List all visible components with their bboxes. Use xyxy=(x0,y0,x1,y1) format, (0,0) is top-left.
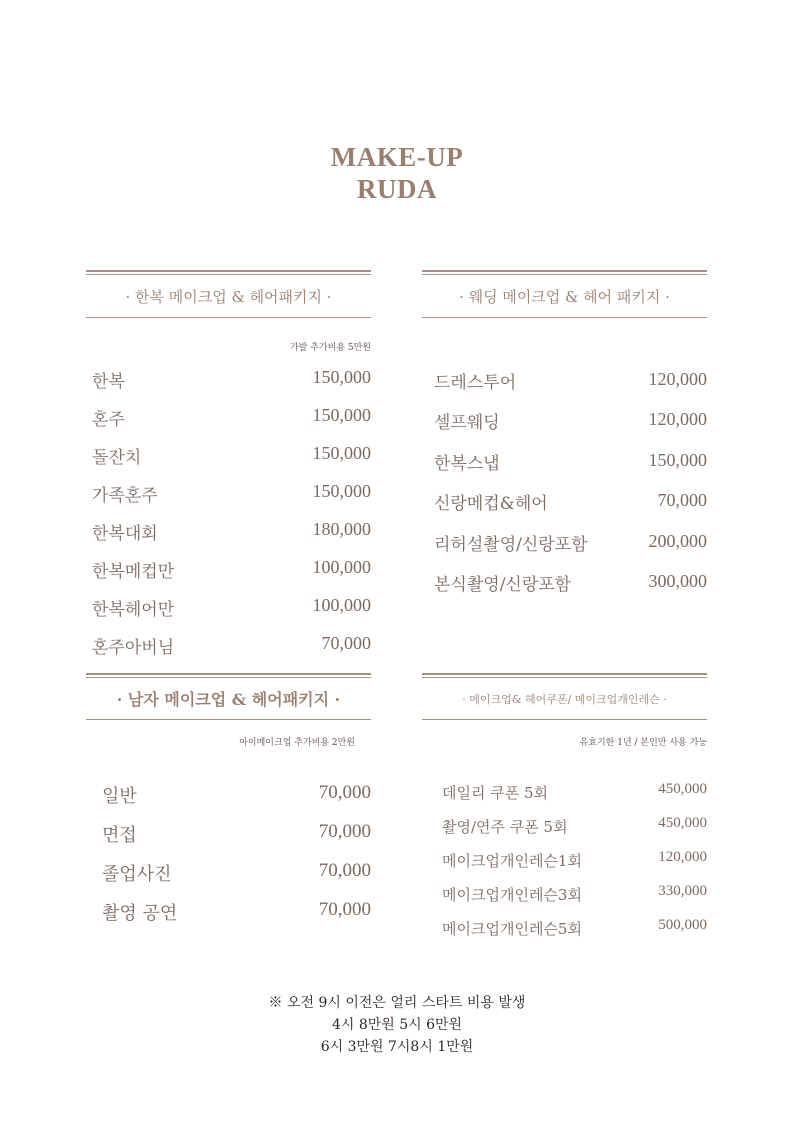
item-name: 한복 xyxy=(92,372,125,392)
item-name: 졸업사진 xyxy=(102,864,172,885)
early-start-notice: ※ 오전 9시 이전은 얼리 스타트 비용 발생 xyxy=(268,995,526,1011)
item-name: 메이크업개인레슨3회 xyxy=(442,886,582,904)
section-hanbok xyxy=(86,270,371,660)
item-name: 한복대회 xyxy=(92,524,158,544)
item-price: 180,000 xyxy=(312,519,371,539)
item-price: 70,000 xyxy=(657,490,707,510)
item-price: 70,000 xyxy=(318,821,371,842)
item-name: 드레스투어 xyxy=(434,373,517,393)
item-name: 일반 xyxy=(102,786,137,807)
item-price: 330,000 xyxy=(658,883,707,899)
item-price: 120,000 xyxy=(648,409,707,429)
section-top-rule xyxy=(86,673,371,678)
item-name: 돌잔치 xyxy=(92,448,142,468)
item-price: 100,000 xyxy=(312,557,371,577)
item-price: 150,000 xyxy=(312,443,371,463)
item-price: 450,000 xyxy=(658,815,707,831)
item-name: 혼주아버님 xyxy=(92,638,175,658)
item-price: 150,000 xyxy=(312,367,371,387)
section-top-rule xyxy=(422,270,707,275)
section-top-rule xyxy=(422,673,707,678)
section-note: 유효기한 1년 / 본인만 사용 가능 xyxy=(579,738,707,748)
section-bottom-rule xyxy=(422,317,707,318)
item-name: 본식촬영/신랑포함 xyxy=(434,575,572,595)
section-title: · 웨딩 메이크업 & 헤어 패키지 · xyxy=(459,288,670,306)
item-price: 70,000 xyxy=(321,633,371,653)
section-note: 가발 추가비용 5만원 xyxy=(289,343,371,353)
item-name: 가족혼주 xyxy=(92,486,158,506)
brand-title-line2: RUDA xyxy=(357,174,437,204)
section-top-rule xyxy=(86,270,371,275)
item-price: 100,000 xyxy=(312,595,371,615)
item-name: 한복메컵만 xyxy=(92,562,175,582)
item-price: 500,000 xyxy=(658,917,707,933)
item-name: 면접 xyxy=(102,825,137,846)
section-men xyxy=(86,673,371,933)
section-coupons-lessons xyxy=(422,673,707,953)
section-bottom-rule xyxy=(86,719,371,720)
item-name: 한복헤어만 xyxy=(92,600,175,620)
section-note: 아이메이크업 추가비용 2만원 xyxy=(239,738,355,748)
item-price: 450,000 xyxy=(658,781,707,797)
early-start-fee-line1: 4시 8만원 5시 6만원 xyxy=(331,1017,463,1033)
item-price: 150,000 xyxy=(648,450,707,470)
item-price: 120,000 xyxy=(658,849,707,865)
section-bottom-rule xyxy=(86,317,371,318)
section-title: · 메이크업& 헤어쿠폰/ 메이크업개인레슨 · xyxy=(462,693,667,706)
item-name: 리허설촬영/신랑포함 xyxy=(434,535,588,555)
item-name: 신랑메컵&헤어 xyxy=(434,494,548,514)
section-title: · 남자 메이크업 & 헤어패키지 · xyxy=(116,690,341,709)
item-price: 70,000 xyxy=(318,860,371,881)
section-bottom-rule xyxy=(422,719,707,720)
section-title: · 한복 메이크업 & 헤어패키지 · xyxy=(125,288,332,306)
item-price: 70,000 xyxy=(318,782,371,803)
item-name: 데일리 쿠폰 5회 xyxy=(442,784,549,802)
item-price: 300,000 xyxy=(648,571,707,591)
item-price: 200,000 xyxy=(648,531,707,551)
item-name: 메이크업개인레슨1회 xyxy=(442,852,582,870)
early-start-fee-line2: 6시 3만원 7시8시 1만원 xyxy=(320,1039,474,1055)
item-price: 70,000 xyxy=(318,899,371,920)
item-name: 셀프웨딩 xyxy=(434,413,500,433)
item-name: 혼주 xyxy=(92,410,125,430)
item-price: 150,000 xyxy=(312,481,371,501)
item-name: 메이크업개인레슨5회 xyxy=(442,920,582,938)
brand-title-line1: MAKE-UP xyxy=(330,142,464,172)
item-name: 한복스냅 xyxy=(434,454,500,474)
item-name: 촬영/연주 쿠폰 5회 xyxy=(442,818,568,836)
item-price: 120,000 xyxy=(648,369,707,389)
item-price: 150,000 xyxy=(312,405,371,425)
section-wedding xyxy=(422,270,707,610)
item-name: 촬영 공연 xyxy=(102,903,178,924)
